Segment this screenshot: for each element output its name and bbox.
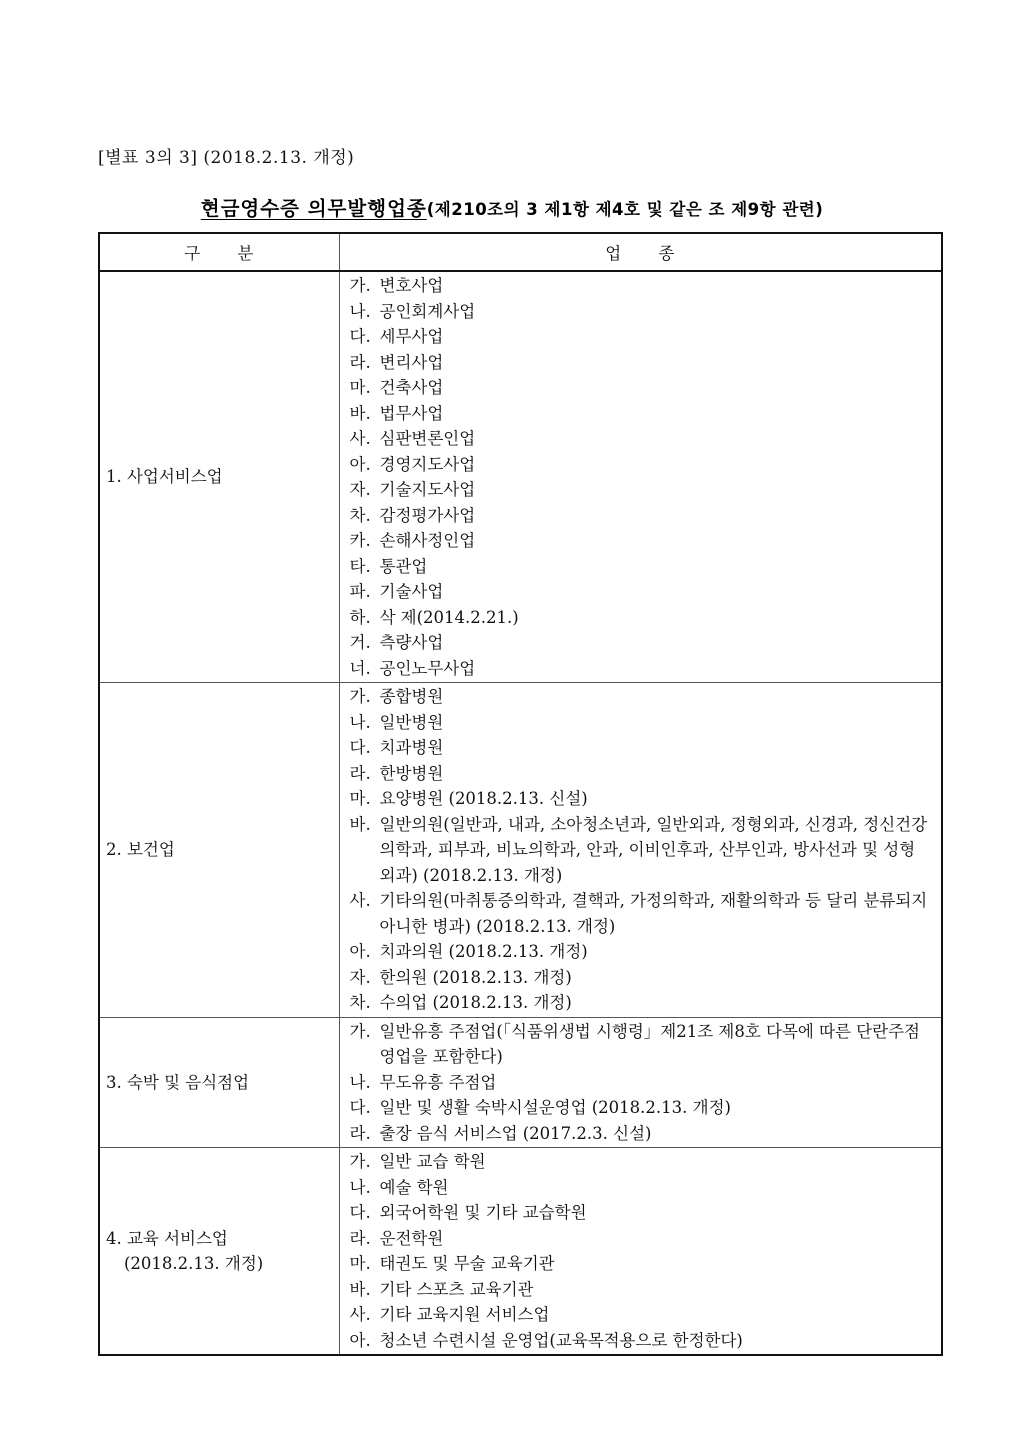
list-item	[350, 1302, 932, 1328]
table-row	[99, 1148, 942, 1356]
item-marker: 자.	[349, 480, 371, 499]
list-item	[350, 1121, 932, 1147]
item-text: 일반 교습 학원	[379, 1152, 486, 1171]
list-item	[350, 1226, 932, 1252]
item-marker: 라.	[349, 1123, 371, 1143]
item-marker: 가.	[349, 1021, 371, 1041]
list-item	[350, 324, 932, 350]
item-marker: 거.	[349, 633, 371, 652]
list-item	[350, 579, 932, 605]
list-item	[350, 761, 932, 787]
item-marker: 자.	[349, 967, 371, 987]
list-item	[350, 1070, 932, 1096]
list-item	[350, 1277, 932, 1303]
item-text: 기타 스포츠 교육기관	[379, 1279, 534, 1299]
item-marker: 마.	[349, 1254, 371, 1273]
item-text: 태권도 및 무술 교육기관	[379, 1254, 555, 1273]
item-marker: 하.	[349, 607, 371, 627]
list-item	[350, 1175, 932, 1201]
item-marker: 사.	[349, 1305, 371, 1324]
table-row	[99, 271, 942, 683]
category-label: 1. 사업서비스업	[106, 467, 223, 487]
business-type-table	[98, 232, 943, 1356]
item-marker: 카.	[349, 531, 371, 550]
item-text: 건축사업	[379, 378, 444, 397]
item-marker: 바.	[349, 814, 371, 834]
business-items-cell	[339, 1017, 942, 1148]
item-text: 경영지도사업	[379, 454, 476, 474]
item-marker: 사.	[349, 891, 371, 910]
category-note: (2018.2.13. 개정)	[124, 1254, 264, 1273]
list-item	[350, 299, 932, 325]
item-marker: 다.	[349, 1098, 371, 1117]
table-row	[99, 1017, 942, 1148]
list-item	[350, 452, 932, 478]
item-text: 출장 음식 서비스업 (2017.2.3. 신설)	[379, 1123, 652, 1143]
table-row	[99, 683, 942, 1018]
list-item	[350, 786, 932, 812]
list-item	[350, 812, 932, 889]
annex-reference: [별표 3의 3] (2018.2.13. 개정)	[98, 148, 355, 168]
category-cell	[99, 1017, 339, 1148]
item-marker: 나.	[349, 301, 371, 321]
item-text: 일반병원	[379, 712, 444, 732]
business-items-cell	[339, 683, 942, 1018]
item-marker: 가.	[349, 687, 371, 706]
list-item	[350, 426, 932, 452]
item-text: 통관업	[379, 556, 428, 576]
item-text: 심판변론인업	[379, 429, 476, 448]
item-marker: 나.	[349, 1072, 371, 1092]
item-text: 한의원 (2018.2.13. 개정)	[379, 967, 572, 987]
list-item	[350, 503, 932, 529]
item-text: 무도유흥 주점업	[379, 1072, 497, 1092]
item-text: 종합병원	[379, 687, 444, 706]
category-label: 3. 숙박 및 음식점업	[106, 1072, 250, 1092]
item-text: 공인노무사업	[379, 658, 476, 678]
item-marker: 나.	[349, 712, 371, 732]
category-cell	[99, 1148, 339, 1356]
item-text: 손해사정인업	[379, 531, 476, 550]
list-item	[350, 710, 932, 736]
list-item	[350, 477, 932, 503]
item-text: 요양병원 (2018.2.13. 신설)	[379, 789, 588, 808]
title-main: 현금영수증 의무발행업종	[200, 197, 427, 220]
item-marker: 가.	[349, 276, 371, 295]
list-item	[350, 1019, 932, 1070]
item-marker: 바.	[349, 403, 371, 423]
item-text: 외국어학원 및 기타 교습학원	[379, 1203, 587, 1222]
item-marker: 파.	[349, 582, 371, 601]
item-marker: 마.	[349, 378, 371, 397]
list-item	[350, 630, 932, 656]
item-marker: 다.	[349, 327, 371, 346]
item-marker: 차.	[349, 993, 371, 1012]
item-text: 기타의원(마취통증의학과, 결핵과, 가정의학과, 재활의학과 등 달리 분류되지 아니한 병과) (2018.2.13. 개정)	[379, 891, 928, 936]
list-item	[350, 554, 932, 580]
item-text: 치과병원	[379, 738, 444, 757]
item-marker: 라.	[349, 352, 371, 372]
list-item	[350, 888, 932, 939]
table-header-row	[99, 233, 942, 271]
item-marker: 차.	[349, 505, 371, 525]
business-items-cell	[339, 1148, 942, 1356]
item-marker: 타.	[349, 556, 371, 576]
list-item	[350, 1095, 932, 1121]
item-marker: 아.	[349, 942, 371, 961]
item-marker: 아.	[349, 1330, 371, 1350]
list-item	[350, 735, 932, 761]
item-text: 법무사업	[379, 403, 444, 423]
category-cell	[99, 683, 339, 1018]
item-text: 치과의원 (2018.2.13. 개정)	[379, 942, 588, 961]
item-marker: 아.	[349, 454, 371, 474]
list-item	[350, 375, 932, 401]
item-text: 수의업 (2018.2.13. 개정)	[379, 993, 572, 1012]
list-item	[350, 350, 932, 376]
list-item	[350, 273, 932, 299]
item-marker: 라.	[349, 1228, 371, 1248]
business-items-cell	[339, 271, 942, 683]
item-marker: 나.	[349, 1177, 371, 1197]
item-marker: 다.	[349, 1203, 371, 1222]
header-business-type: 업 종	[339, 233, 942, 271]
item-text: 변리사업	[379, 352, 444, 372]
item-text: 변호사업	[379, 276, 444, 295]
list-item	[350, 605, 932, 631]
list-item	[350, 1328, 932, 1354]
list-item	[350, 939, 932, 965]
list-item	[350, 990, 932, 1016]
header-category: 구 분	[99, 233, 339, 271]
item-text: 감정평가사업	[379, 505, 476, 525]
item-text: 일반 및 생활 숙박시설운영업 (2018.2.13. 개정)	[379, 1098, 731, 1117]
list-item	[350, 1149, 932, 1175]
item-text: 공인회계사업	[379, 301, 476, 321]
item-marker: 사.	[349, 429, 371, 448]
item-text: 일반유흥 주점업(「식품위생법 시행령」제21조 제8호 다목에 따른 단란주점영업을 포함한다)	[379, 1021, 920, 1066]
item-text: 기술사업	[379, 582, 444, 601]
item-text: 청소년 수련시설 운영업(교육목적용으로 한정한다)	[379, 1330, 743, 1350]
category-cell	[99, 271, 339, 683]
item-marker: 바.	[349, 1279, 371, 1299]
item-marker: 마.	[349, 789, 371, 808]
item-marker: 라.	[349, 763, 371, 783]
list-item	[350, 528, 932, 554]
item-text: 세무사업	[379, 327, 444, 346]
item-text: 측량사업	[379, 633, 444, 652]
list-item	[350, 656, 932, 682]
item-marker: 가.	[349, 1152, 371, 1171]
item-text: 기타 교육지원 서비스업	[379, 1305, 550, 1324]
item-text: 예술 학원	[379, 1177, 449, 1197]
list-item	[350, 401, 932, 427]
item-marker: 다.	[349, 738, 371, 757]
category-label: 2. 보건업	[106, 840, 175, 859]
table-body	[99, 271, 942, 1355]
item-marker: 너.	[349, 658, 371, 678]
item-text: 기술지도사업	[379, 480, 476, 499]
category-label: 4. 교육 서비스업	[106, 1228, 228, 1248]
item-text: 일반의원(일반과, 내과, 소아청소년과, 일반외과, 정형외과, 신경과, 정신건강의학과, 피부과, 비뇨의학과, 안과, 이비인후과, 산부인과, 방사선과 및 성형외과) (2018.2.13. 개정)	[379, 814, 928, 885]
list-item	[350, 684, 932, 710]
item-text: 한방병원	[379, 763, 444, 783]
list-item	[350, 1200, 932, 1226]
item-text: 삭 제(2014.2.21.)	[379, 607, 519, 627]
list-item	[350, 965, 932, 991]
list-item	[350, 1251, 932, 1277]
item-text: 운전학원	[379, 1228, 444, 1248]
title-subtitle: (제210조의 3 제1항 제4호 및 같은 조 제9항 관련)	[426, 200, 824, 219]
document-title	[0, 193, 1024, 221]
